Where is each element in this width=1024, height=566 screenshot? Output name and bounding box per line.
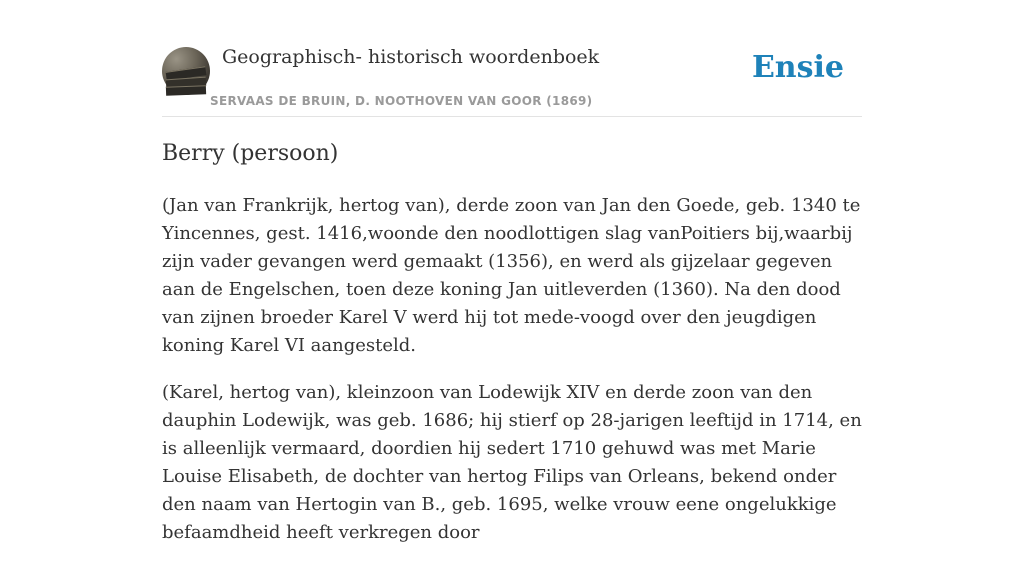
book-title[interactable]: Geographisch- historisch woordenboek	[222, 46, 600, 68]
entry-paragraph: (Karel, hertog van), kleinzoon van Lodewijk XIV en derde zoon van den dauphin Lodewijk, was geb. 1686; hij stierf op 28-jarigen leeftijd in 1714, en is alleenlijk vermaard, doordien hij sedert 1710 gehuwd was met Marie Louise Elisabeth, de dochter van hertog Filips van Orleans, bekend onder den naam van Hertogin van B., geb. 1695, welke vrouw eene ongelukkige befaamdheid heeft verkregen door	[162, 382, 862, 543]
book-authors: SERVAAS DE BRUIN, D. NOOTHOVEN VAN GOOR (1869)	[210, 94, 593, 108]
book-cover-avatar[interactable]	[162, 47, 210, 95]
ensie-logo-link[interactable]: Ensie	[751, 50, 844, 85]
entry-title: Berry (persoon)	[162, 141, 339, 166]
book-header	[162, 0, 862, 117]
entry-content	[162, 192, 862, 566]
entry-paragraph: (Jan van Frankrijk, hertog van), derde zoon van Jan den Goede, geb. 1340 te Yincennes, gest. 1416,woonde den noodlottigen slag vanPoitiers bij,waarbij zijn vader gevangen werd gemaakt (1356), en werd als gijzelaar gegeven aan de Engelschen, toen deze koning Jan uitleverden (1360). Na den dood van zijnen broeder Karel V werd hij tot mede-voogd over den jeugdigen koning Karel VI aangesteld.	[162, 195, 861, 356]
book-spine	[166, 85, 206, 95]
